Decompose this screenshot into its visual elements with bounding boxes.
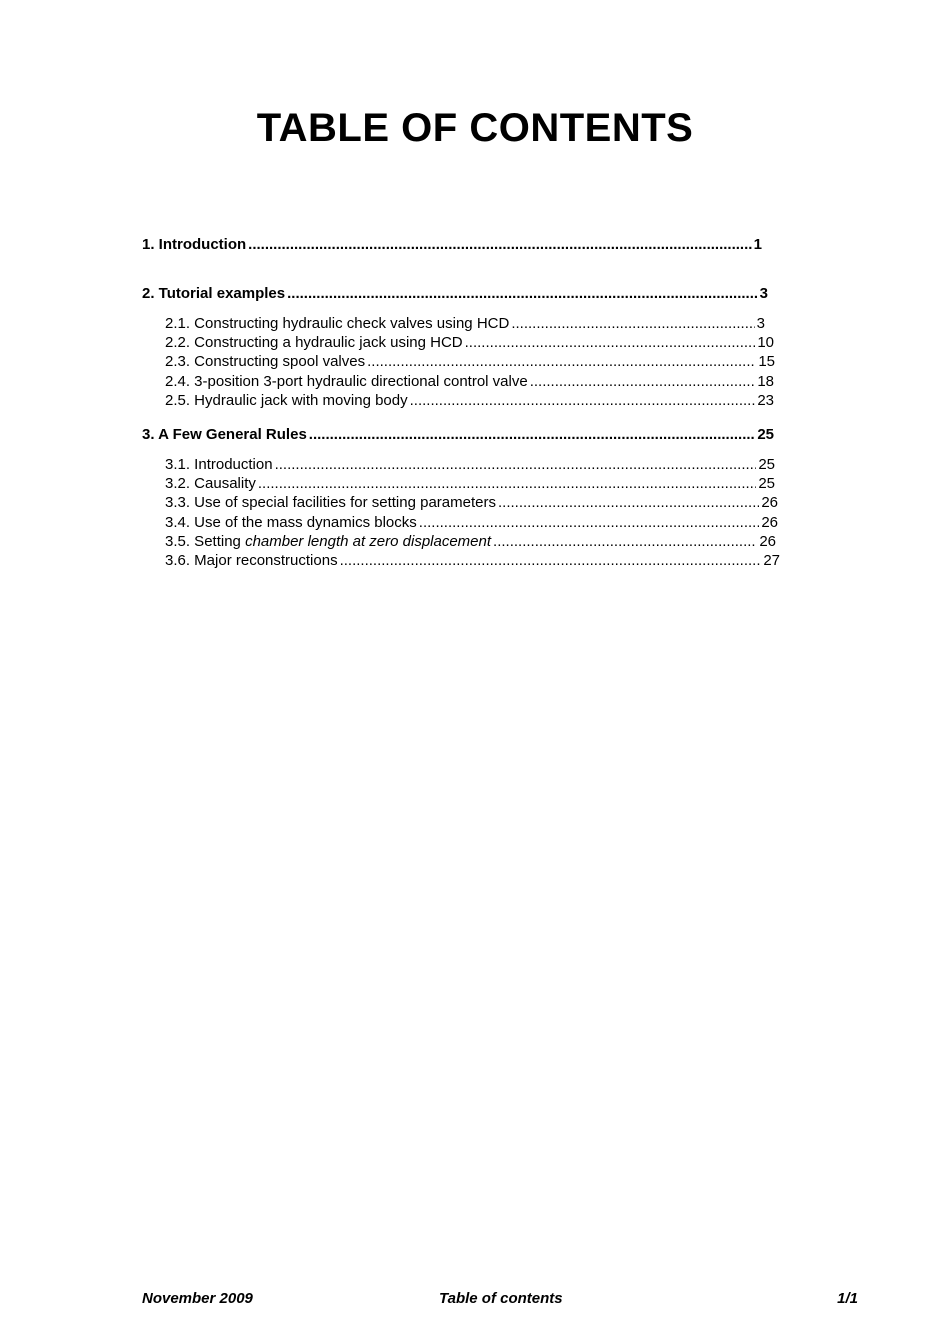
dot-leader [287, 285, 758, 302]
table-of-contents [142, 236, 792, 571]
toc-page-number: 25 [758, 455, 775, 473]
toc-entry-2-2[interactable] [142, 334, 774, 353]
dot-leader [309, 426, 756, 443]
toc-entry-3-5[interactable] [142, 533, 776, 552]
toc-entry-2-3[interactable] [142, 353, 775, 372]
dot-leader [258, 475, 756, 492]
footer-page-number: 1/1 [837, 1290, 858, 1307]
toc-page-number: 1 [753, 236, 762, 253]
toc-page-number: 3 [759, 285, 768, 302]
dot-leader [340, 552, 762, 569]
toc-page-number: 25 [758, 475, 775, 493]
toc-entry-2-1[interactable] [142, 315, 765, 334]
dot-leader [410, 392, 756, 409]
toc-page-number: 23 [757, 391, 774, 409]
toc-entry-2-4[interactable] [142, 373, 774, 392]
toc-section-label: 2. Tutorial examples [142, 285, 286, 302]
toc-entry-2-5[interactable] [142, 392, 774, 411]
toc-entry-3-2[interactable] [142, 475, 775, 494]
dot-leader [498, 494, 759, 511]
dot-leader [530, 373, 756, 390]
page-title: TABLE OF CONTENTS [256, 106, 694, 150]
toc-entry-label: 3.1. Introduction [165, 455, 273, 473]
dot-leader [367, 353, 756, 370]
dot-leader [275, 456, 757, 473]
toc-section-introduction[interactable] [142, 236, 762, 258]
toc-page-number: 26 [761, 494, 778, 512]
toc-entry-label: 2.4. 3-position 3-port hydraulic directional control valve [165, 372, 528, 390]
toc-page-number: 18 [757, 372, 774, 390]
toc-subsection-list [142, 456, 792, 571]
toc-entry-label-italic: chamber length at zero displacement [245, 532, 492, 550]
toc-entry-label: 2.3. Constructing spool valves [165, 353, 366, 371]
toc-page-number: 26 [761, 513, 778, 531]
toc-section-general-rules[interactable] [142, 426, 774, 448]
toc-page-number: 26 [759, 532, 776, 550]
toc-entry-label [165, 533, 491, 550]
toc-entry-label: 3.2. Causality [165, 475, 256, 493]
toc-page-number: 10 [757, 334, 774, 352]
toc-entry-3-1[interactable] [142, 456, 775, 475]
toc-entry-3-3[interactable] [142, 494, 778, 513]
toc-subsection-list [142, 315, 792, 411]
toc-entry-3-4[interactable] [142, 514, 778, 533]
dot-leader [248, 236, 751, 253]
toc-entry-label: 3.3. Use of special facilities for setting parameters [165, 494, 496, 512]
toc-page-number: 27 [763, 551, 780, 569]
toc-entry-label-prefix: 3.5. Setting [165, 532, 246, 550]
dot-leader [465, 334, 756, 351]
toc-section-label: 1. Introduction [142, 236, 247, 253]
toc-section-label: 3. A Few General Rules [142, 425, 307, 443]
toc-entry-label: 2.1. Constructing hydraulic check valves using HCD [165, 315, 510, 332]
toc-section-tutorial-examples[interactable] [142, 285, 768, 307]
toc-entry-label: 3.4. Use of the mass dynamics blocks [165, 513, 417, 531]
dot-leader [511, 315, 754, 332]
dot-leader [419, 514, 760, 531]
toc-entry-label: 2.2. Constructing a hydraulic jack using HCD [165, 334, 463, 352]
toc-page-number: 3 [756, 315, 765, 332]
dot-leader [493, 533, 757, 550]
footer-date: November 2009 [142, 1290, 253, 1307]
toc-page-number: 15 [758, 353, 775, 371]
footer-document-title: Table of contents [439, 1290, 563, 1307]
toc-entry-3-6[interactable] [142, 552, 780, 571]
toc-page-number: 25 [757, 425, 774, 443]
toc-entry-label: 3.6. Major reconstructions [165, 551, 338, 569]
toc-entry-label: 2.5. Hydraulic jack with moving body [165, 391, 408, 409]
